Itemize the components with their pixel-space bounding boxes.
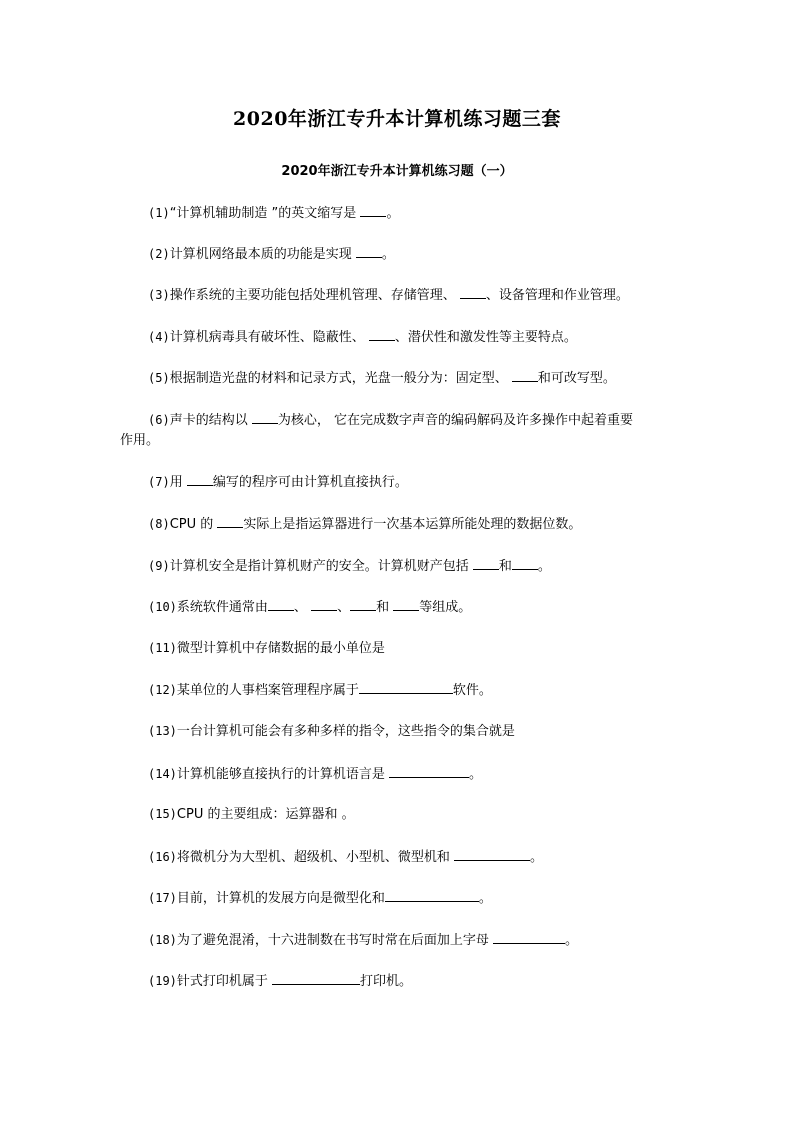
answer-blank[interactable] — [311, 598, 337, 611]
question-2: (2)计算机网络最本质的功能是实现 。 — [148, 247, 395, 262]
answer-blank[interactable] — [493, 931, 565, 944]
question-10: (10)系统软件通常由 、 、 和 等组成。 — [148, 600, 472, 615]
question-7: (7)用 编写的程序可由计算机直接执行。 — [148, 475, 408, 490]
answer-blank[interactable] — [473, 557, 499, 570]
answer-blank[interactable] — [369, 328, 395, 341]
answer-blank[interactable] — [454, 848, 530, 861]
question-6-continued: 作用。 — [120, 433, 160, 448]
question-8: (8)CPU 的 实际上是指运算器进行一次基本运算所能处理的数据位数。 — [148, 517, 582, 532]
question-11: (11)微型计算机中存储数据的最小单位是 — [148, 641, 385, 656]
question-17: (17)目前，计算机的发展方向是微型化和 。 — [148, 891, 492, 906]
question-5: (5)根据制造光盘的材料和记录方式，光盘一般分为：固定型、 和可改写型。 — [148, 371, 616, 386]
answer-blank[interactable] — [512, 369, 538, 382]
section-title: 2020年浙江专升本计算机练习题（一） — [281, 164, 513, 179]
answer-blank[interactable] — [187, 473, 213, 486]
question-18: (18)为了避免混淆，十六进制数在书写时常在后面加上字母 。 — [148, 933, 579, 948]
question-15: (15)CPU 的主要组成：运算器和 。 — [148, 807, 355, 822]
question-4: (4)计算机病毒具有破坏性、隐蔽性、 、潜伏性和激发性等主要特点。 — [148, 330, 577, 345]
question-9: (9)计算机安全是指计算机财产的安全。计算机财产包括 和 。 — [148, 559, 551, 574]
answer-blank[interactable] — [460, 286, 486, 299]
question-3: (3)操作系统的主要功能包括处理机管理、存储管理、 、设备管理和作业管理。 — [148, 288, 629, 303]
answer-blank[interactable] — [252, 411, 278, 424]
answer-blank[interactable] — [356, 245, 382, 258]
answer-blank[interactable] — [393, 598, 419, 611]
answer-blank[interactable] — [268, 598, 294, 611]
question-6: (6)声卡的结构以 为核心， 它在完成数字声音的编码解码及许多操作中起着重要 — [148, 413, 633, 428]
question-14: (14)计算机能够直接执行的计算机语言是 。 — [148, 767, 483, 782]
answer-blank[interactable] — [512, 557, 538, 570]
question-13: (13)一台计算机可能会有多种多样的指令，这些指令的集合就是 — [148, 724, 515, 739]
answer-blank[interactable] — [272, 972, 360, 985]
question-1: (1)“计算机辅助制造 ”的英文缩写是 。 — [148, 206, 400, 221]
answer-blank[interactable] — [360, 204, 386, 217]
answer-blank[interactable] — [385, 889, 479, 902]
question-16: (16)将微机分为大型机、超级机、小型机、微型机和 。 — [148, 850, 544, 865]
answer-blank[interactable] — [389, 765, 469, 778]
answer-blank[interactable] — [359, 681, 453, 694]
answer-blank[interactable] — [217, 515, 243, 528]
question-19: (19)针式打印机属于 打印机。 — [148, 974, 413, 989]
document-title: 2020年浙江专升本计算机练习题三套 — [233, 108, 561, 130]
question-12: (12)某单位的人事档案管理程序属于 软件。 — [148, 683, 492, 698]
answer-blank[interactable] — [350, 598, 376, 611]
